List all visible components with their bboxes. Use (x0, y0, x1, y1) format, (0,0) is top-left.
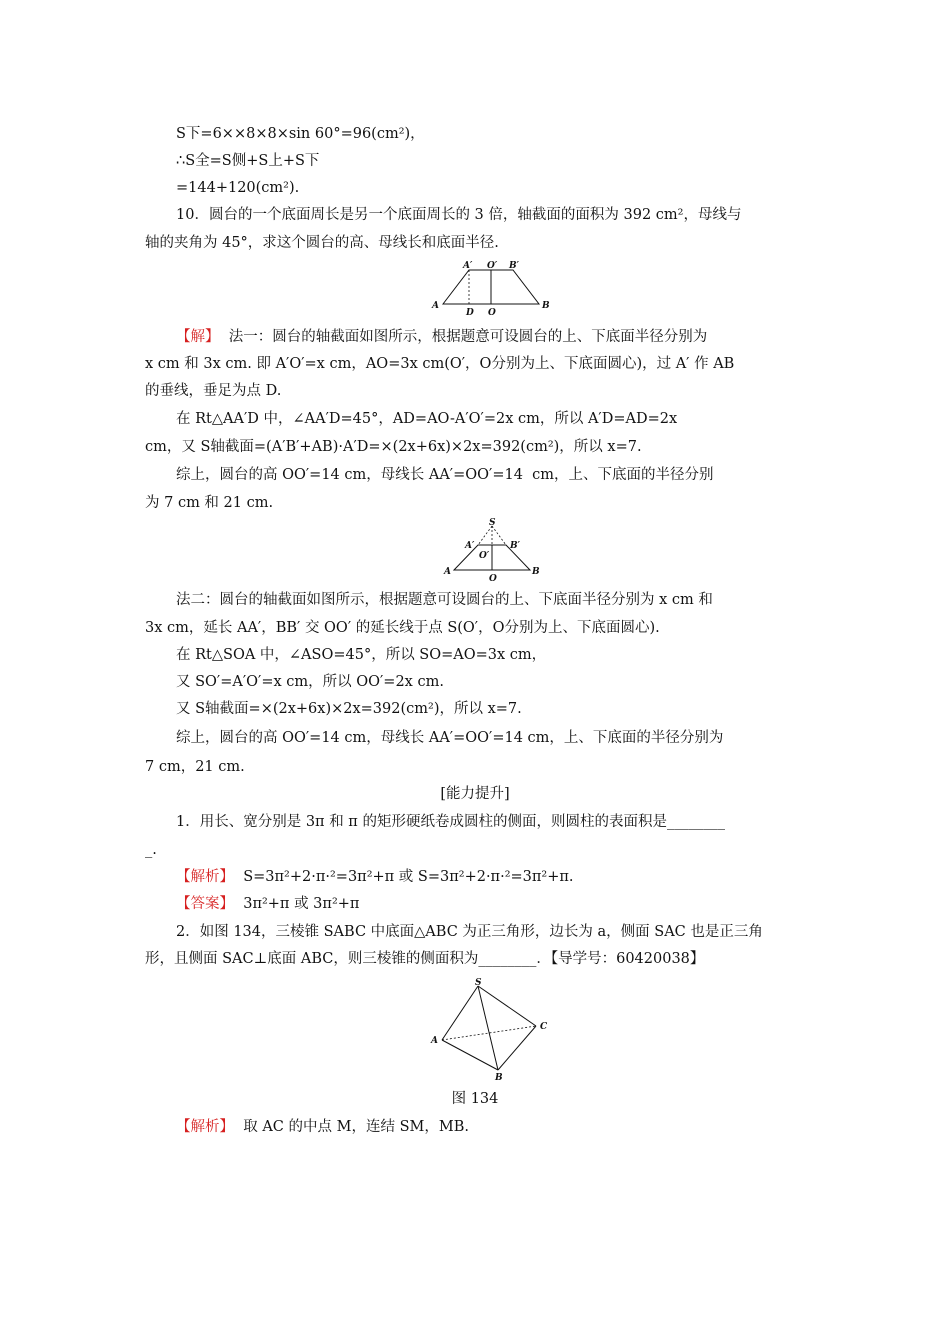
problem-2-analysis (176, 1117, 469, 1137)
solution-1-line-3: 的垂线，垂足为点 D. (145, 383, 282, 399)
solution-1-line-5: cm，又 S轴截面=(A′B′+AB)·A′D=×(2x+6x)×2x=392(cm²)，所以 x=7. (145, 439, 642, 455)
answer-tag: 【答案】 (176, 896, 234, 912)
analysis-tag: 【解析】 (176, 1119, 234, 1135)
problem-1-line-1: 1．用长、宽分别是 3π 和 π 的矩形硬纸卷成圆柱的侧面，则圆柱的表面积是________ (176, 814, 725, 830)
dashed-apex-right (492, 526, 506, 545)
analysis-text: S=3π²+2·π·²=3π²+π 或 S=3π²+2·π·²=3π²+π. (243, 869, 574, 885)
frustum-axial-section-figure (425, 258, 555, 318)
solution-1-line-6: 综上，圆台的高 OO′=14 cm，母线长 AA′=OO′=14 cm，上、下底面的半径分别 (176, 467, 714, 483)
solution-2-line-4: 又 SO′=A′O′=x cm，所以 OO′=2x cm. (176, 674, 444, 690)
solution-1-line-1 (176, 327, 707, 347)
solution-2-line-2: 3x cm，延长 AA′，BB′ 交 OO′ 的延长线于点 S(O′，O分别为上、下底面圆心). (145, 620, 660, 636)
solution-2-line-7: 7 cm，21 cm. (145, 759, 245, 775)
label-a-prime: A′ (465, 541, 475, 551)
edge-cb (498, 1026, 536, 1070)
edge-sc (478, 986, 536, 1026)
formula-s-total-value: =144+120(cm²). (176, 180, 300, 196)
label-b: B (495, 1073, 503, 1083)
solution-2-line-5: 又 S轴截面=×(2x+6x)×2x=392(cm²)，所以 x=7. (176, 701, 522, 717)
label-d: D (466, 308, 474, 318)
solution-1-line-2: x cm 和 3x cm. 即 A′O′=x cm，AO=3x cm(O′，O分别为上、下底面圆心)，过 A′ 作 AB (145, 356, 735, 372)
label-o-prime: O′ (487, 261, 498, 271)
problem-10-line-2: 轴的夹角为 45°，求这个圆台的高、母线长和底面半径. (145, 235, 499, 251)
section-heading: [能力提升] (440, 786, 510, 802)
formula-s-lower: S下=6××8×8×sin 60°=96(cm²)， (176, 126, 425, 142)
solution-1-line-7: 为 7 cm 和 21 cm. (145, 495, 274, 511)
solution-2-line-3: 在 Rt△SOA 中，∠ASO=45°，所以 SO=AO=3x cm， (176, 647, 547, 663)
problem-1-line-2: _. (145, 842, 157, 858)
edge-sa (442, 986, 478, 1040)
label-s: S (475, 978, 482, 988)
solution-tag: 【解】 (176, 329, 220, 345)
label-b-prime: B′ (510, 541, 520, 551)
label-a-prime: A′ (463, 261, 473, 271)
label-a: A (432, 301, 439, 311)
label-o: O (488, 308, 496, 318)
problem-1-analysis (176, 867, 574, 887)
label-o-prime: O′ (479, 551, 490, 561)
solution-1-text: 法一：圆台的轴截面如图所示，根据题意可设圆台的上、下底面半径分别为 (228, 329, 708, 345)
label-a: A (431, 1036, 438, 1046)
problem-1-answer (176, 894, 359, 914)
edge-ab (442, 1040, 498, 1070)
extended-frustum-figure (440, 518, 545, 584)
solution-1-line-4: 在 Rt△AA′D 中，∠AA′D=45°，AD=AO-A′O′=2x cm，所以 A′D=AD=2x (176, 411, 678, 427)
label-b: B (532, 567, 540, 577)
dashed-apex-left (478, 526, 492, 545)
formula-s-total: ∴S全=S侧+S上+S下 (176, 153, 320, 169)
label-s: S (489, 518, 496, 528)
solution-2-line-6: 综上，圆台的高 OO′=14 cm，母线长 AA′=OO′=14 cm，上、下底面的半径分别为 (176, 730, 724, 746)
figure-caption: 图 134 (451, 1091, 499, 1107)
edge-sb (478, 986, 498, 1070)
answer-text: 3π²+π 或 3π²+π (243, 896, 360, 912)
label-b-prime: B′ (509, 261, 519, 271)
solution-2-line-1: 法二：圆台的轴截面如图所示，根据题意可设圆台的上、下底面半径分别为 x cm 和 (176, 592, 713, 608)
label-o: O (489, 574, 497, 584)
tetrahedron-figure (428, 976, 556, 1084)
label-c: C (540, 1022, 548, 1032)
problem-2-line-2: 形，且侧面 SAC⊥底面 ABC，则三棱锥的侧面积为________．【导学号：60420038】 (145, 951, 705, 967)
label-b: B (542, 301, 550, 311)
problem-10-line-1: 10．圆台的一个底面周长是另一个底面周长的 3 倍，轴截面的面积为 392 cm²，母线与 (176, 207, 742, 223)
problem-2-line-1: 2．如图 134，三棱锥 SABC 中底面△ABC 为正三角形，边长为 a，侧面 SAC 也是正三角 (176, 924, 763, 940)
analysis-tag: 【解析】 (176, 869, 234, 885)
analysis-text: 取 AC 的中点 M，连结 SM，MB. (243, 1119, 469, 1135)
label-a: A (444, 567, 451, 577)
